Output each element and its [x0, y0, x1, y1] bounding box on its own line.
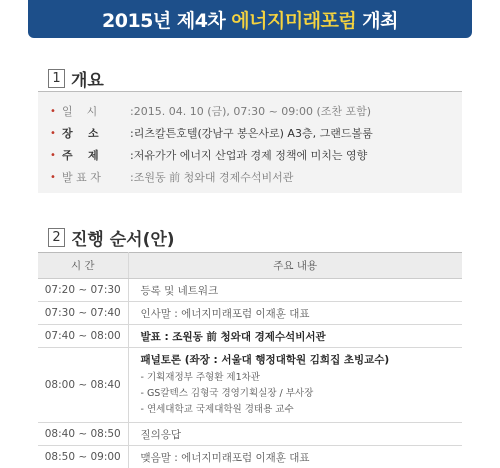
row-item: 등록 및 네트워크 [128, 279, 462, 302]
table-row [38, 325, 462, 348]
table-row [38, 279, 462, 302]
page-banner [28, 0, 472, 38]
bullet-icon: • [50, 171, 56, 183]
row-time: 08:40 ~ 08:50 [38, 423, 128, 446]
row-item: 맺음말 : 에너지미래포럼 이재훈 대표 [128, 446, 462, 468]
row-item: 발표 : 조원동 前 청와대 경제수석비서관 [128, 325, 462, 348]
row-time: 08:00 ~ 08:40 [38, 348, 128, 423]
overview-value: 저유가가 에너지 산업과 경제 정책에 미치는 영향 [133, 149, 368, 162]
overview-sep: : [130, 104, 134, 118]
section-schedule-title [48, 225, 175, 250]
panel-title: 패널토론 (좌장 : 서울대 행정대학원 김희집 초빙교수) [140, 354, 390, 366]
overview-value: 리츠칼튼호텔(강남구 봉은사로) A3층, 그랜드볼룸 [133, 127, 373, 140]
banner-highlight: 에너지미래포럼 [231, 9, 357, 32]
banner-suffix: 개최 [362, 9, 398, 32]
overview-sep: : [130, 148, 134, 162]
header-time: 시 간 [38, 253, 128, 279]
schedule-table [38, 252, 462, 468]
bullet-icon: • [50, 127, 56, 139]
banner-prefix: 2015년 제4차 [102, 9, 226, 32]
overview-row-speaker [50, 166, 462, 188]
panel-member: - 연세대학교 국제대학원 경태용 교수 [140, 404, 294, 415]
row-item-panel [128, 348, 462, 423]
table-row [38, 348, 462, 423]
section-overview-label: 개요 [71, 71, 104, 91]
panel-member: - 기획재정부 주형환 제1차관 [140, 372, 260, 383]
row-time: 07:30 ~ 07:40 [38, 302, 128, 325]
row-time: 08:50 ~ 09:00 [38, 446, 128, 468]
overview-sep: : [130, 170, 134, 184]
section-number-2: 2 [48, 228, 65, 247]
section-schedule-label: 진행 순서(안) [71, 230, 175, 250]
bullet-icon: • [50, 105, 56, 117]
overview-row-date [50, 100, 462, 122]
header-item: 주요 내용 [128, 253, 462, 279]
table-row [38, 423, 462, 446]
row-item: 인사말 : 에너지미래포럼 이재훈 대표 [128, 302, 462, 325]
overview-label: 장 소 [62, 127, 99, 140]
row-time: 07:40 ~ 08:00 [38, 325, 128, 348]
overview-label: 일 시 [62, 105, 98, 118]
section-overview-title [48, 66, 104, 91]
table-row [38, 446, 462, 468]
row-item: 질의응답 [128, 423, 462, 446]
table-header-row [38, 253, 462, 279]
row-time: 07:20 ~ 07:30 [38, 279, 128, 302]
overview-row-topic [50, 144, 462, 166]
overview-box [38, 92, 462, 193]
section-number-1: 1 [48, 69, 65, 88]
overview-sep: : [130, 126, 134, 140]
overview-row-venue [50, 122, 462, 144]
overview-label: 주 제 [62, 149, 99, 162]
bullet-icon: • [50, 149, 56, 161]
overview-label: 발 표 자 [62, 171, 101, 184]
table-row [38, 302, 462, 325]
overview-value: 조원동 前 청와대 경제수석비서관 [133, 171, 294, 184]
overview-value: 2015. 04. 10 (금), 07:30 ~ 09:00 (조찬 포함) [133, 105, 372, 118]
panel-member: - GS칼텍스 김형국 경영기획실장 / 부사장 [140, 388, 314, 399]
